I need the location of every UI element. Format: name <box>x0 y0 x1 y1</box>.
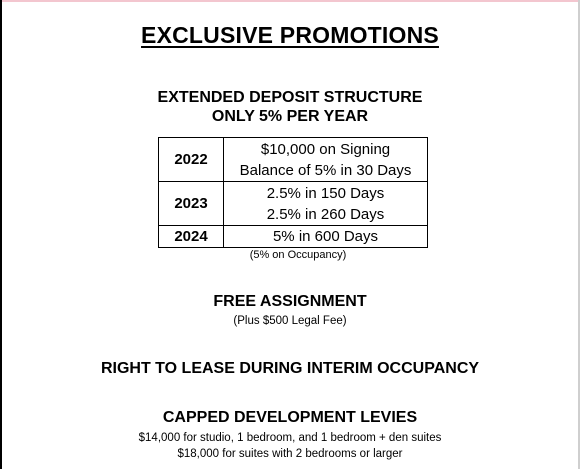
levies-line-two-bedroom: $18,000 for suites with 2 bedrooms or larger <box>177 448 403 460</box>
top-border <box>0 0 580 2</box>
levies-heading: CAPPED DEVELOPMENT LEVIES <box>162 409 418 426</box>
deposit-subheading: ONLY 5% PER YEAR <box>211 108 369 125</box>
year-cell: 2023 <box>159 182 224 226</box>
left-border <box>0 0 2 469</box>
year-cell: 2022 <box>159 138 224 182</box>
terms-cell <box>224 138 428 182</box>
terms-line: 2.5% in 260 Days <box>266 205 385 223</box>
page-title: EXCLUSIVE PROMOTIONS <box>141 22 439 48</box>
levies-line-studio: $14,000 for studio, 1 bedroom, and 1 bedroom + den suites <box>138 432 442 444</box>
assignment-note: (Plus $500 Legal Fee) <box>233 315 347 327</box>
deposit-table <box>158 137 428 248</box>
year-cell: 2024 <box>159 226 224 248</box>
terms-cell <box>224 182 428 226</box>
terms-line: Balance of 5% in 30 Days <box>239 161 412 179</box>
terms-line: 5% in 600 Days <box>272 228 379 245</box>
terms-line: $10,000 on Signing <box>260 140 391 158</box>
occupancy-note: (5% on Occupancy) <box>249 249 347 261</box>
table-row <box>159 226 428 248</box>
terms-cell <box>224 226 428 248</box>
deposit-heading: EXTENDED DEPOSIT STRUCTURE <box>157 89 423 106</box>
table-row <box>159 138 428 182</box>
assignment-heading: FREE ASSIGNMENT <box>213 293 367 310</box>
terms-line: 2.5% in 150 Days <box>266 184 385 202</box>
lease-heading: RIGHT TO LEASE DURING INTERIM OCCUPANCY <box>100 360 480 377</box>
table-row <box>159 182 428 226</box>
